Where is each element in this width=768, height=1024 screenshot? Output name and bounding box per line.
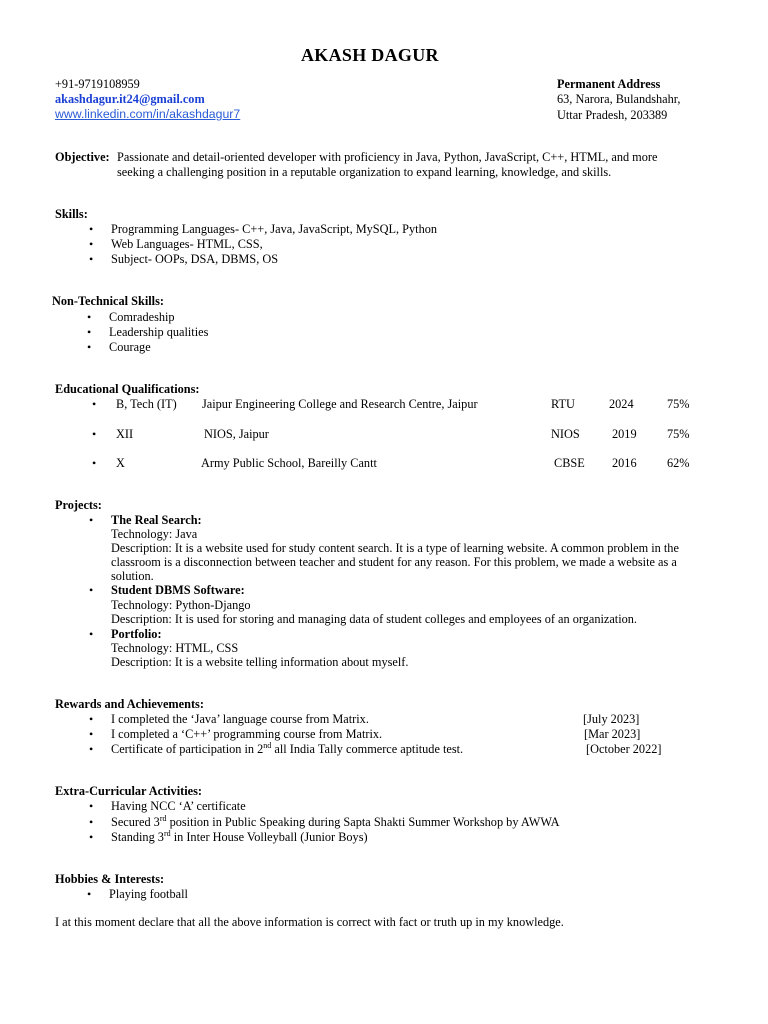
bullet: • — [89, 237, 94, 251]
education-board: RTU — [551, 397, 575, 411]
declaration: I at this moment declare that all the above information is correct with fact or truth up in my knowledge. — [55, 915, 564, 929]
bullet: • — [87, 340, 92, 354]
non-technical-item: Leadership qualities — [109, 325, 209, 339]
reward-item: I completed a ‘C++’ programming course from Matrix. — [111, 727, 383, 741]
education-institute: Jaipur Engineering College and Research Centre, Jaipur — [202, 397, 478, 411]
hobbies-heading: Hobbies & Interests: — [55, 872, 165, 886]
bullet: • — [92, 427, 97, 441]
skill-item: Subject- OOPs, DSA, DBMS, OS — [111, 252, 279, 266]
projects-heading: Projects: — [55, 498, 102, 512]
bullet: • — [89, 830, 94, 844]
education-year: 2016 — [612, 456, 637, 470]
bullet: • — [89, 252, 94, 266]
project-technology: Technology: HTML, CSS — [111, 641, 239, 655]
bullet: • — [89, 799, 94, 813]
education-degree: B, Tech (IT) — [116, 397, 177, 411]
bullet: • — [92, 456, 97, 470]
objective-line-1: Passionate and detail-oriented developer with proficiency in Java, Python, JavaScript, C++, HTML, and more — [117, 150, 658, 164]
extra-curricular-heading: Extra-Curricular Activities: — [55, 784, 202, 798]
linkedin-link[interactable]: www.linkedin.com/in/akashdagur7 — [55, 107, 241, 121]
reward-date: [July 2023] — [583, 712, 640, 726]
education-score: 75% — [667, 427, 690, 441]
bullet: • — [89, 222, 94, 236]
hobby-item: Playing football — [109, 887, 188, 901]
email-link[interactable]: akashdagur.it24@gmail.com — [55, 92, 205, 106]
project-technology: Technology: Python-Django — [111, 598, 251, 612]
education-institute: NIOS, Jaipur — [204, 427, 269, 441]
reward-item: I completed the ‘Java’ language course from Matrix. — [111, 712, 369, 726]
project-description: Description: It is a website telling information about myself. — [111, 655, 409, 669]
skills-heading: Skills: — [55, 207, 88, 221]
bullet: • — [89, 727, 94, 741]
education-institute: Army Public School, Bareilly Cantt — [201, 456, 377, 470]
education-score: 62% — [667, 456, 690, 470]
reward-item: Certificate of participation in 2nd all India Tally commerce aptitude test. — [111, 741, 464, 756]
bullet: • — [89, 513, 94, 527]
candidate-name: AKASH DAGUR — [301, 45, 439, 65]
reward-date: [Mar 2023] — [584, 727, 641, 741]
skill-item: Web Languages- HTML, CSS, — [111, 237, 263, 251]
bullet: • — [92, 397, 97, 411]
address-line-1: 63, Narora, Bulandshahr, — [557, 92, 681, 106]
project-title: Student DBMS Software: — [111, 583, 245, 597]
bullet: • — [89, 627, 94, 641]
education-board: CBSE — [554, 456, 585, 470]
bullet: • — [87, 310, 92, 324]
project-description: Description: It is a website used for study content search. It is a type of learning website. A common problem in the classroom is a disconnection between teacher and student for any reason. For this problem, we made a website as a solution. — [111, 541, 679, 583]
bullet: • — [89, 712, 94, 726]
education-degree: X — [116, 456, 125, 470]
non-technical-item: Courage — [109, 340, 151, 354]
education-year: 2019 — [612, 427, 637, 441]
bullet: • — [89, 815, 94, 829]
education-year: 2024 — [609, 397, 634, 411]
project-technology: Technology: Java — [111, 527, 198, 541]
project-title: Portfolio: — [111, 627, 162, 641]
phone-number: +91-9719108959 — [55, 77, 140, 91]
education-heading: Educational Qualifications: — [55, 382, 200, 396]
bullet: • — [89, 583, 94, 597]
education-degree: XII — [116, 427, 134, 441]
education-board: NIOS — [551, 427, 580, 441]
address-line-2: Uttar Pradesh, 203389 — [557, 108, 668, 122]
objective-line-2: seeking a challenging position in a reputable organization to expand learning, knowledge, and skills. — [117, 165, 612, 179]
project-description: Description: It is used for storing and managing data of student colleges and employees of an organization. — [111, 612, 638, 626]
skill-item: Programming Languages- C++, Java, JavaScript, MySQL, Python — [111, 222, 438, 236]
extra-curricular-item: Standing 3rd in Inter House Volleyball (Junior Boys) — [111, 829, 368, 844]
rewards-heading: Rewards and Achievements: — [55, 697, 204, 711]
project-title: The Real Search: — [111, 513, 202, 527]
non-technical-heading: Non-Technical Skills: — [52, 294, 164, 308]
objective-label: Objective: — [55, 150, 110, 164]
bullet: • — [89, 742, 94, 756]
bullet: • — [87, 887, 92, 901]
education-score: 75% — [667, 397, 690, 411]
bullet: • — [87, 325, 92, 339]
reward-date: [October 2022] — [586, 742, 662, 756]
non-technical-item: Comradeship — [109, 310, 175, 324]
extra-curricular-item: Secured 3rd position in Public Speaking during Sapta Shakti Summer Workshop by AWWA — [111, 814, 560, 829]
address-title: Permanent Address — [557, 77, 661, 91]
extra-curricular-item: Having NCC ‘A’ certificate — [111, 799, 246, 813]
